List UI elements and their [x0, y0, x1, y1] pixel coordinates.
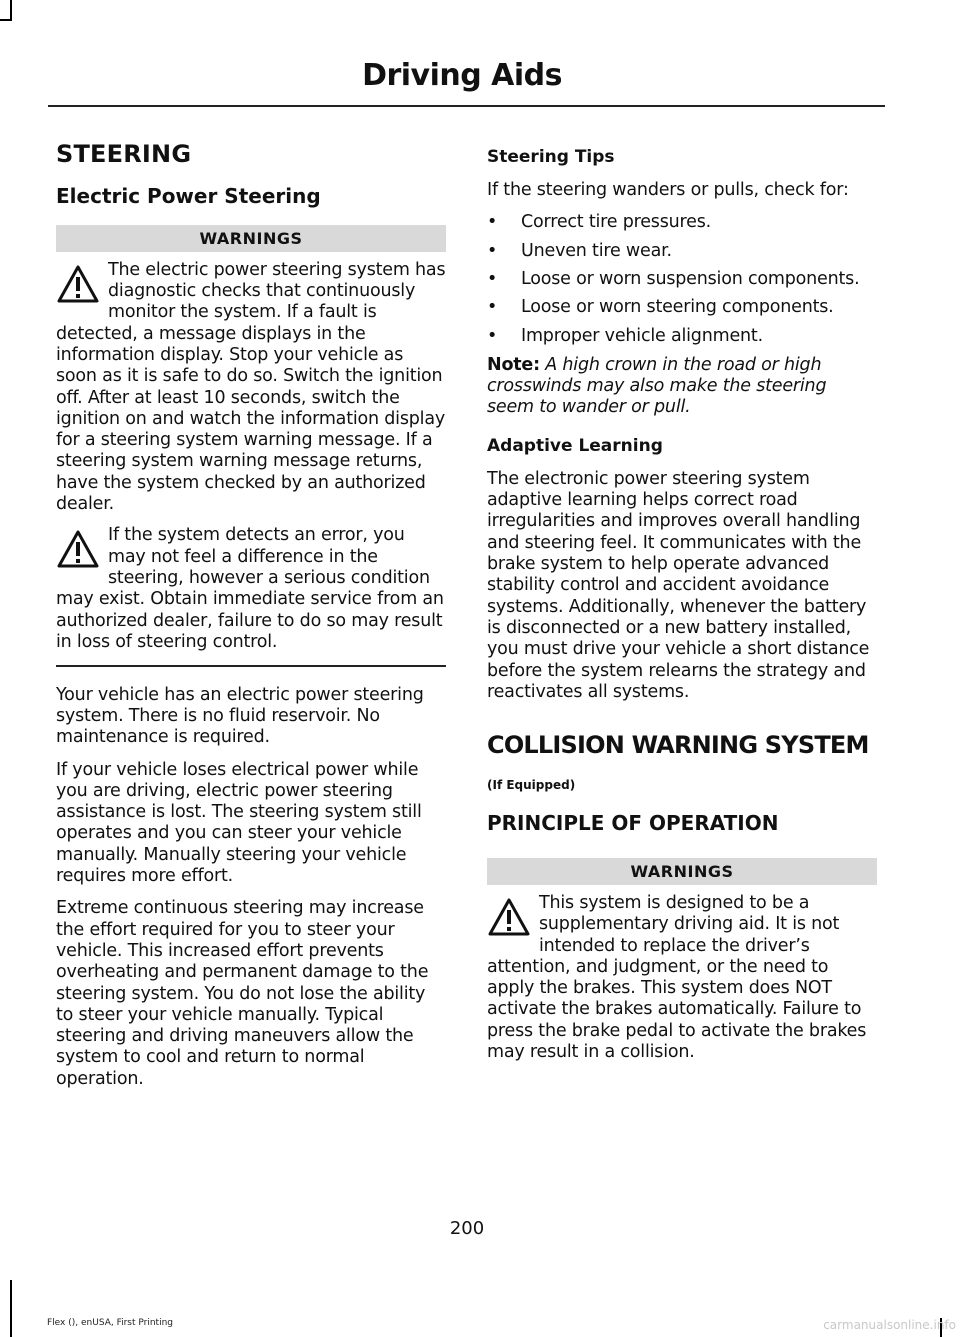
- warnings-box: [487, 858, 877, 1063]
- section-title-collision-warning: COLLISION WARNING SYSTEM: [487, 731, 869, 760]
- crop-mark: [10, 0, 12, 20]
- warning-text: The electric power steering system has diagnostic checks that continuously monitor the system. If a fault is detected, a message displays in the information display. Stop your vehicle as soon as it is safe to do so. Switch the ignition off. After at least 10 seconds, switch the ignition on and watch the information display for a steering system warning message. If a steering system warning message returns, have the system checked by an authorized dealer.: [56, 259, 446, 515]
- warnings-header: WARNINGS: [56, 225, 446, 252]
- warning-text: If the system detects an error, you may not feel a difference in the steering, however a serious condition may exist. Obtain immediate service from an authorized dealer, failure to do so may result in loss of steering control.: [56, 525, 444, 652]
- list-item: • Uneven tire wear.: [487, 241, 877, 262]
- adaptive-learning-text: The electronic power steering system adaptive learning helps correct road irregularities and improves overall handling and steering feel. It communicates with the brake system to help operate advanced stability control and accident avoidance systems. Additionally, whenever the battery is disconnected or a new battery installed, you must drive your vehicle a short distance before the system relearns the strategy and reactivates all systems.: [487, 468, 870, 702]
- warning-text: This system is designed to be a supplementary driving aid. It is not intended to replace the driver’s attention, and judgment, or the need to apply the brakes. This system does NOT activate the brakes automatically. Failure to press the brake pedal to activate the brakes may result in a collision.: [487, 892, 867, 1062]
- page-number: 200: [449, 1218, 485, 1239]
- list-item: • Loose or worn suspension components.: [487, 269, 877, 290]
- principle-of-operation-title: PRINCIPLE OF OPERATION: [487, 810, 779, 835]
- note-text: A high crown in the road or high crosswinds may also make the steering seem to wander or pull.: [487, 354, 827, 418]
- note-label: Note:: [487, 354, 540, 375]
- list-item: • Loose or worn steering components.: [487, 297, 877, 318]
- warning-item: [56, 525, 446, 653]
- header-rule: [48, 105, 885, 107]
- warning-item: [56, 260, 446, 516]
- paragraph: If your vehicle loses electrical power while you are driving, electric power steering assistance is lost. The steering system still operates and you can steer your vehicle manually. Manually steering your vehicle requires more effort.: [56, 759, 422, 887]
- list-item: • Improper vehicle alignment.: [487, 326, 877, 347]
- right-column: [487, 146, 877, 1077]
- warning-item: [487, 893, 877, 1063]
- warning-triangle-icon: [487, 897, 531, 937]
- steering-tips-title: Steering Tips: [487, 147, 615, 167]
- crop-mark: [10, 1280, 12, 1337]
- warnings-end-rule: [56, 665, 446, 667]
- paragraph: Your vehicle has an electric power steering system. There is no fluid reservoir. No maintenance is required.: [56, 684, 424, 748]
- if-equipped-label: (If Equipped): [487, 777, 576, 792]
- warnings-header: WARNINGS: [487, 858, 877, 885]
- section-title-steering: STEERING: [56, 140, 192, 168]
- page-header-title: Driving Aids: [362, 58, 562, 93]
- footer-edition: Flex (), enUSA, First Printing: [47, 1318, 173, 1328]
- steering-tips-intro: If the steering wanders or pulls, check for:: [487, 180, 849, 201]
- left-column: [56, 140, 446, 1101]
- list-item: • Correct tire pressures.: [487, 212, 877, 233]
- warning-triangle-icon: [56, 264, 100, 304]
- subtitle-electric-power-steering: Electric Power Steering: [56, 183, 321, 208]
- note-paragraph: [487, 355, 877, 419]
- adaptive-learning-title: Adaptive Learning: [487, 435, 663, 456]
- crop-mark: [0, 19, 12, 21]
- steering-tips-list: [487, 212, 877, 346]
- warnings-box: [56, 225, 446, 667]
- watermark: carmanualsonline.info: [823, 1318, 956, 1332]
- warning-triangle-icon: [56, 529, 100, 569]
- paragraph: Extreme continuous steering may increase the effort required for you to steer your vehicle. This increased effort prevents overheating and permanent damage to the steering system. You do not lose the ability to steer your vehicle manually. Typical steering and driving maneuvers allow the system to cool and return to normal operation.: [56, 898, 429, 1089]
